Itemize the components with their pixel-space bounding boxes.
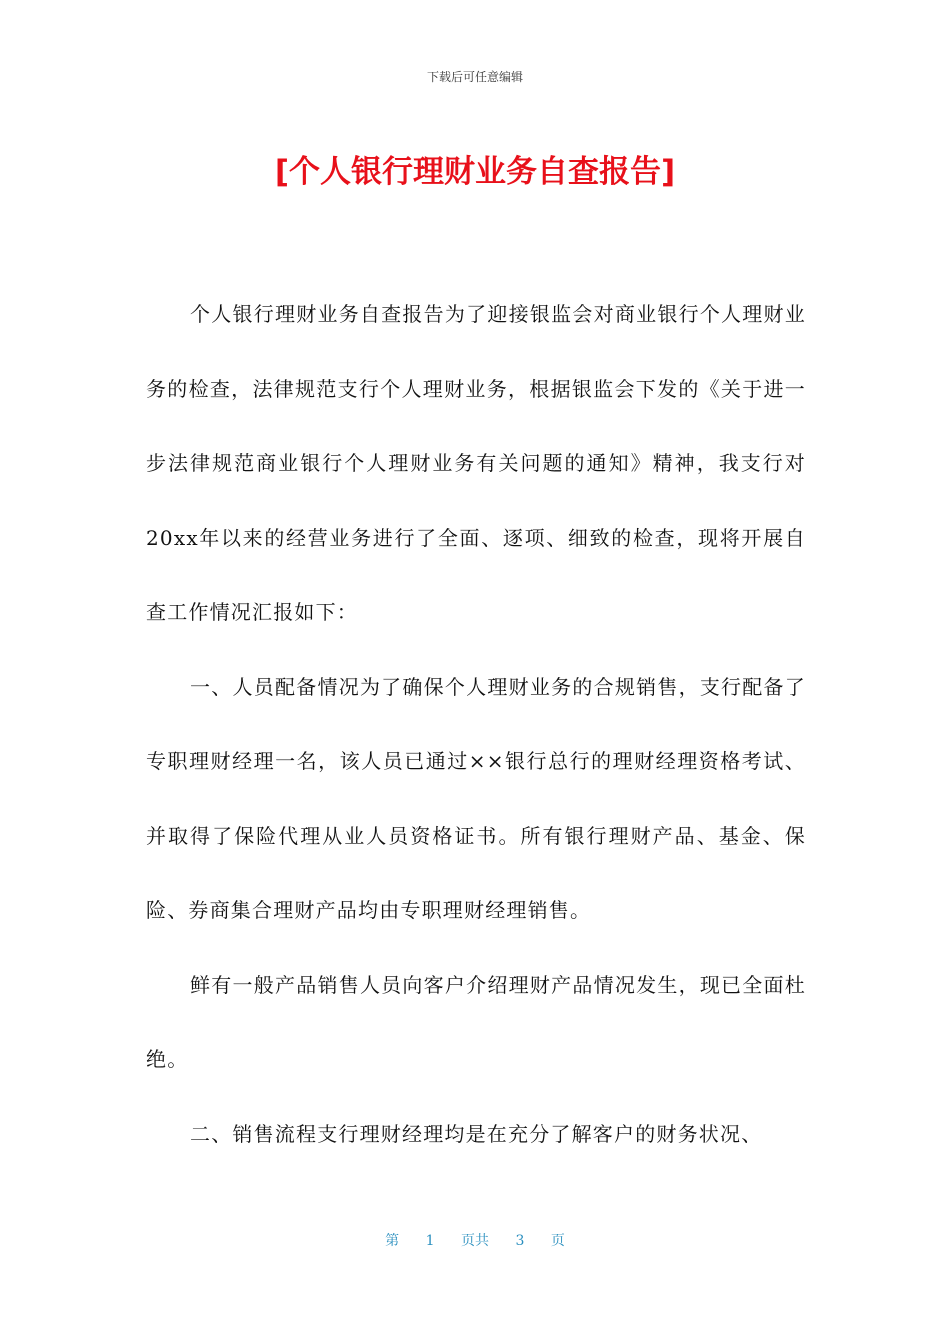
document-title: [个人银行理财业务自查报告] — [274, 154, 676, 190]
paragraph-intro: 个人银行理财业务自查报告为了迎接银监会对商业银行个人理财业务的检查，法律规范支行个人理财业务，根据银监会下发的《关于进一步法律规范商业银行个人理财业务有关问题的通知》精神，我支行对20xx年以来的经营业务进行了全面、逐项、细致的检查，现将开展自查工作情况汇报如下： — [146, 302, 806, 624]
page-label-mid: 页共 — [461, 1233, 489, 1249]
paragraph-staffing: 一、人员配备情况为了确保个人理财业务的合规销售，支行配备了专职理财经理一名，该人员已通过××银行总行的理财经理资格考试、并取得了保险代理从业人员资格证书。所有银行理财产品、基金、保险、券商集合理财产品均由专职理财经理销售。 — [146, 674, 806, 922]
paragraph-sales-note: 鲜有一般产品销售人员向客户介绍理财产品情况发生，现已全面杜绝。 — [146, 972, 806, 1071]
paragraph-sales-process: 二、销售流程支行理财经理均是在充分了解客户的财务状况、 — [190, 1121, 763, 1146]
page-total: 3 — [515, 1233, 525, 1249]
header-note: 下载后可任意编辑 — [426, 70, 523, 84]
page-label-suffix: 页 — [550, 1233, 565, 1249]
page-label-prefix: 第 — [385, 1233, 400, 1249]
document-body — [146, 277, 806, 1171]
page-current: 1 — [425, 1233, 435, 1249]
page-footer — [0, 1230, 950, 1250]
